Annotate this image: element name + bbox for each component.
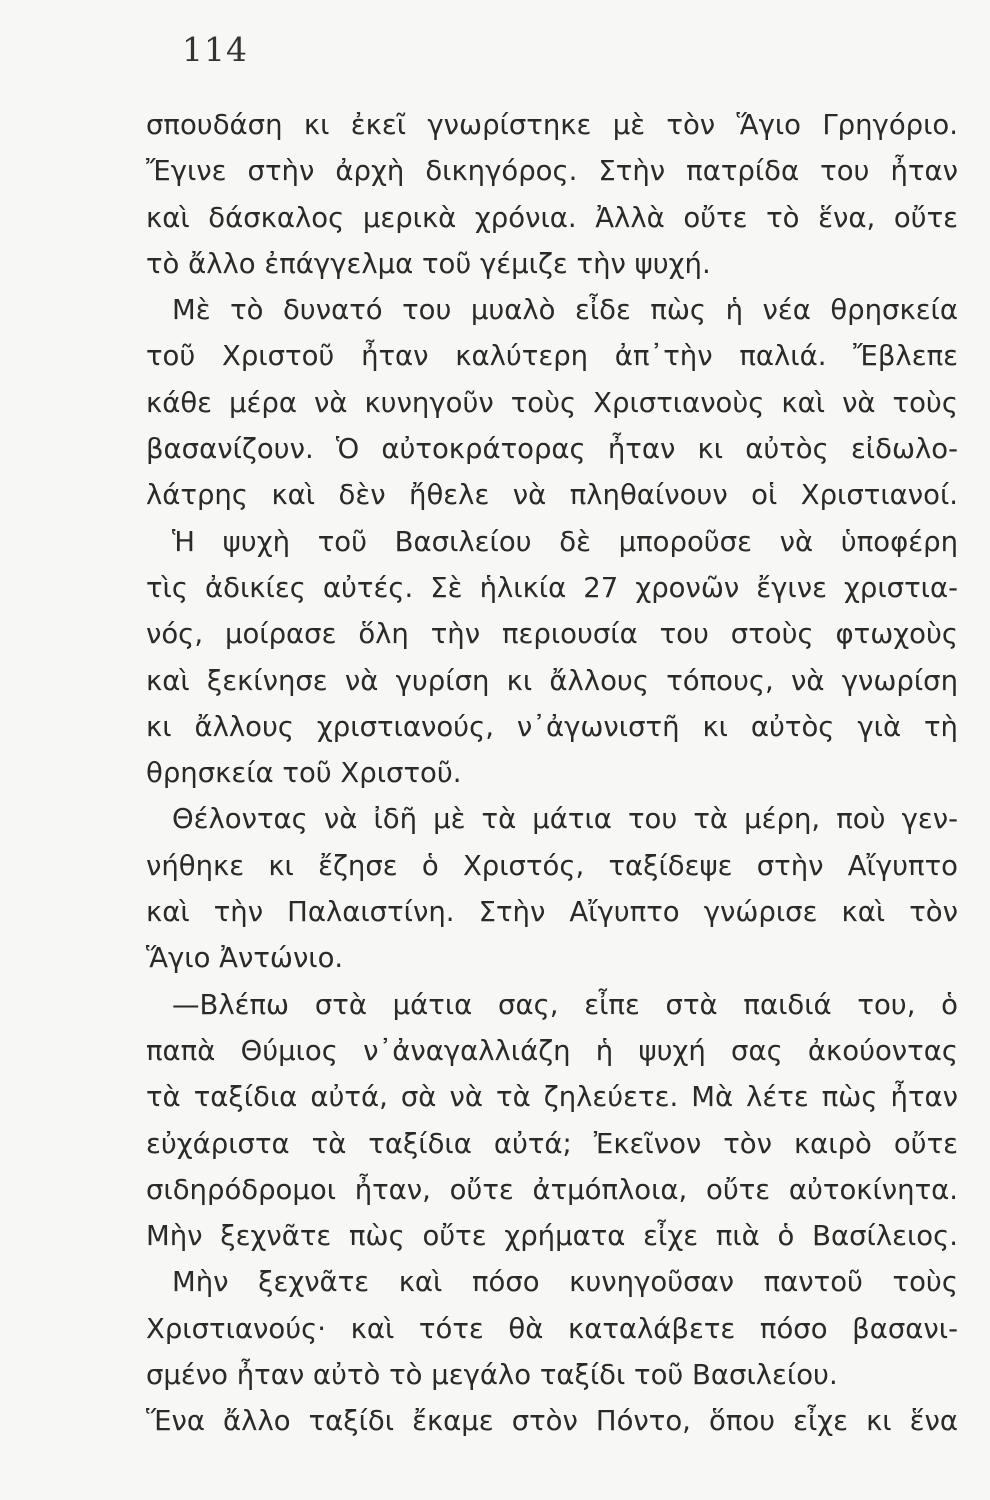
text-line: κι ἄλλους χριστιανούς, ν᾿ἀγωνιστῆ κι αὐτὸς γιὰ τὴ <box>146 710 958 743</box>
text-line: Μὲ τὸ δυνατό του μυαλὸ εἶδε πὼς ἡ νέα θρησκεία <box>172 294 958 327</box>
text-line: εὐχάριστα τὰ ταξίδια αὐτά; Ἐκεῖνον τὸν καιρὸ οὔτε <box>146 1127 958 1160</box>
text-line: καὶ τὴν Παλαιστίνη. Στὴν Αἴγυπτο γνώρισε καὶ τὸν <box>146 896 958 929</box>
text-line: Μὴν ξεχνᾶτε πὼς οὔτε χρήματα εἶχε πιὰ ὁ Βασίλειος. <box>146 1220 958 1253</box>
text-line: —Βλέπω στὰ μάτια σας, εἶπε στὰ παιδιά του, ὁ <box>172 988 958 1021</box>
text-line: Ἕνα ἄλλο ταξίδι ἔκαμε στὸν Πόντο, ὅπου εἶχε κι ἕνα <box>146 1405 958 1438</box>
text-line: Θέλοντας νὰ ἰδῆ μὲ τὰ μάτια του τὰ μέρη, ποὺ γεν- <box>172 803 958 836</box>
text-line: τὸ ἄλλο ἐπάγγελμα τοῦ γέμιζε τὴν ψυχή. <box>146 247 711 280</box>
text-line: Ἅγιο Ἀντώνιο. <box>146 942 344 975</box>
text-line: νός, μοίρασε ὅλη τὴν περιουσία του στοὺς φτωχοὺς <box>146 618 958 651</box>
page-number: 114 <box>182 30 248 69</box>
text-line: σμένο ἦταν αὐτὸ τὸ μεγάλο ταξίδι τοῦ Βασιλείου. <box>146 1359 838 1392</box>
text-line: Ἡ ψυχὴ τοῦ Βασιλείου δὲ μποροῦσε νὰ ὑποφέρη <box>172 525 958 558</box>
text-line: κάθε μέρα νὰ κυνηγοῦν τοὺς Χριστιανοὺς καὶ νὰ τοὺς <box>146 386 958 419</box>
text-line: σιδηρόδρομοι ἦταν, οὔτε ἀτμόπλοια, οὔτε αὐτοκίνητα. <box>146 1173 958 1206</box>
text-line: τὰ ταξίδια αὐτά, σὰ νὰ τὰ ζηλεύετε. Μὰ λέτε πὼς ἦταν <box>146 1081 958 1114</box>
text-line: Χριστιανούς· καὶ τότε θὰ καταλάβετε πόσο βασανι- <box>146 1312 958 1345</box>
body-text <box>146 102 958 1445</box>
text-line: βασανίζουν. Ὁ αὐτοκράτορας ἦταν κι αὐτὸς εἰδωλο- <box>146 433 958 466</box>
text-line: Ἔγινε στὴν ἀρχὴ δικηγόρος. Στὴν πατρίδα του ἦταν <box>146 155 958 188</box>
text-line: σπουδάση κι ἐκεῖ γνωρίστηκε μὲ τὸν Ἅγιο Γρηγόριο. <box>146 109 958 141</box>
text-line: παπὰ Θύμιος ν᾿ἀναγαλλιάζη ἡ ψυχή σας ἀκούοντας <box>146 1034 958 1067</box>
text-line: Μὴν ξεχνᾶτε καὶ πόσο κυνηγοῦσαν παντοῦ τοὺς <box>172 1266 958 1299</box>
text-line: τὶς ἀδικίες αὐτές. Σὲ ἡλικία 27 χρονῶν ἔγινε χριστια- <box>146 571 958 604</box>
text-line: νήθηκε κι ἔζησε ὁ Χριστός, ταξίδεψε στὴν Αἴγυπτο <box>146 849 958 882</box>
text-line: θρησκεία τοῦ Χριστοῦ. <box>146 757 462 790</box>
text-line: καὶ δάσκαλος μερικὰ χρόνια. Ἀλλὰ οὔτε τὸ ἕνα, οὔτε <box>146 201 958 234</box>
text-line: λάτρης καὶ δὲν ἤθελε νὰ πληθαίνουν οἱ Χριστιανοί. <box>146 479 958 512</box>
text-line: τοῦ Χριστοῦ ἦταν καλύτερη ἀπ᾿τὴν παλιά. Ἔβλεπε <box>146 340 958 373</box>
text-line: καὶ ξεκίνησε νὰ γυρίση κι ἄλλους τόπους, νὰ γνωρίση <box>146 664 958 697</box>
